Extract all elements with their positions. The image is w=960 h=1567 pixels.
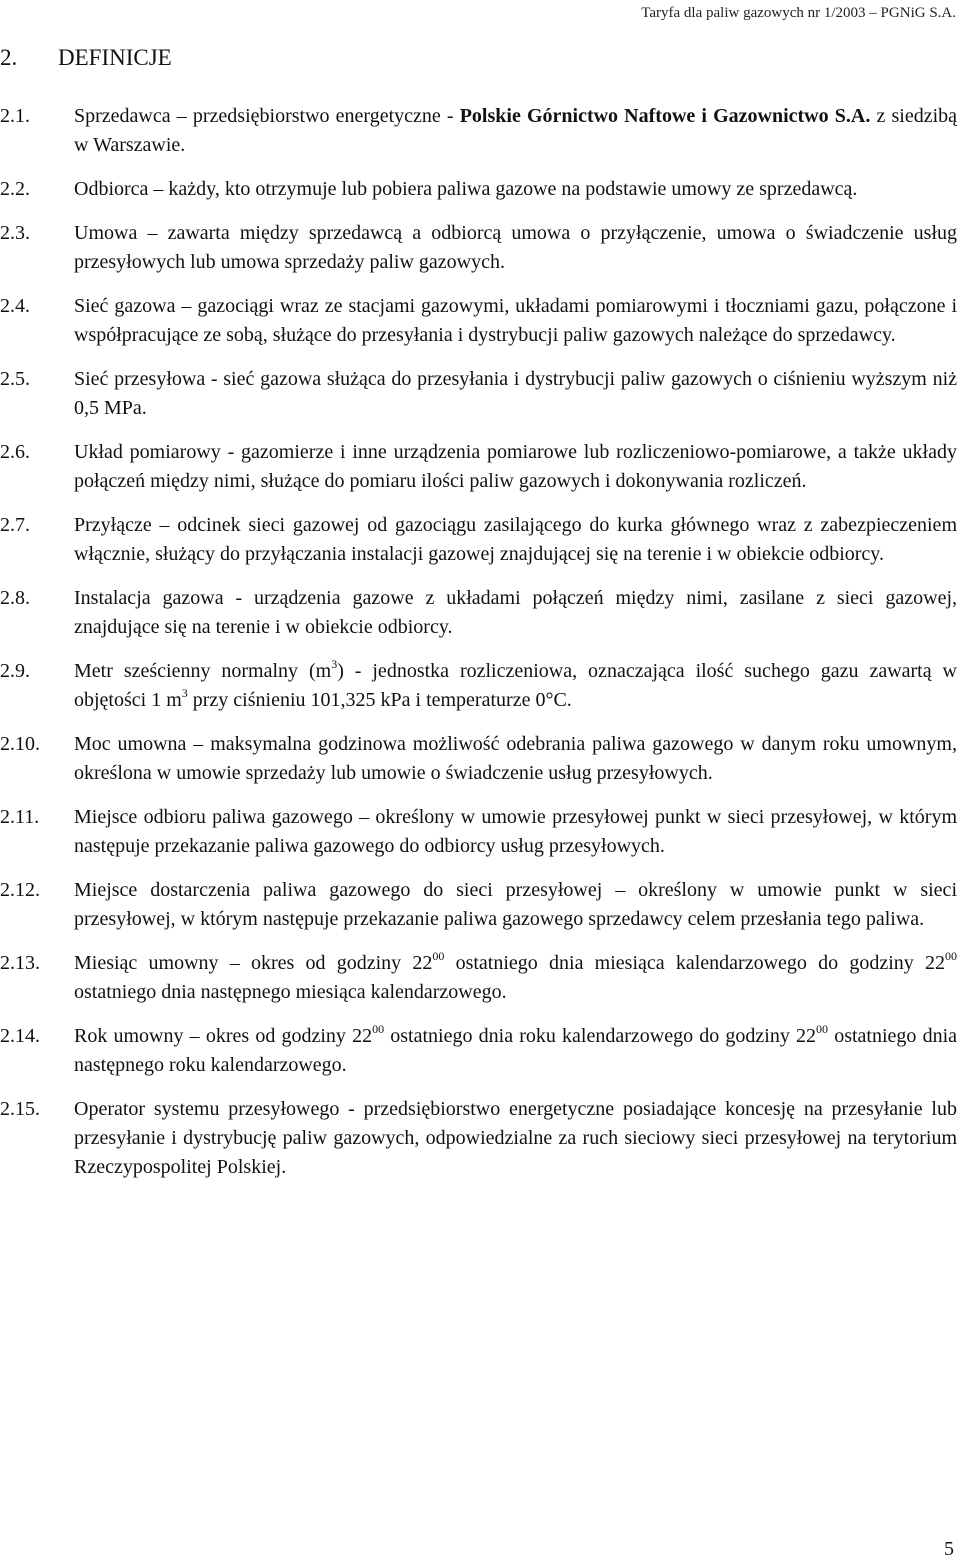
definition-item [0,1022,957,1080]
definition-item [0,175,957,204]
definition-text: przy ciśnieniu 101,325 kPa i temperaturze 0°C. [187,689,572,711]
page-number: 5 [944,1538,954,1560]
definition-number: 2.3. [0,222,30,244]
definition-number: 2.11. [0,806,40,828]
definition-item [0,803,957,861]
definition-text: Umowa – zawarta między sprzedawcą a odbiorcą umowa o przyłączenie, umowa o świadczenie usług przesyłowych lub umowa sprzedaży paliw gazowych. [74,222,957,273]
definition-item [0,730,957,788]
definition-text: Przyłącze – odcinek sieci gazowej od gazociągu zasilającego do kurka głównego wraz z zabezpieczeniem włącznie, służący do przyłączania instalacji gazowej znajdującej się na terenie i w obiekcie odbiorcy. [74,514,957,565]
definition-item [0,584,957,642]
definition-item [0,438,957,496]
definition-text: Sprzedawca – przedsiębiorstwo energetyczne - [74,105,460,127]
definition-text: Sieć gazowa – gazociągi wraz ze stacjami gazowymi, układami pomiarowymi i tłoczniami gazu, połączone i współpracujące ze sobą, służące do przesyłania i dystrybucji paliw gazowych należące do sprzedawcy. [74,295,957,346]
definition-number: 2.13. [0,952,40,974]
definition-text: Rok umowny – okres od godziny 22 [74,1025,373,1047]
definition-number: 2.5. [0,368,30,390]
definition-number: 2.6. [0,441,30,463]
definition-text: Układ pomiarowy - gazomierze i inne urządzenia pomiarowe lub rozliczeniowo-pomiarowe, a także układy połączeń między nimi, służące do pomiaru ilości paliw gazowych i dokonywania rozliczeń. [74,441,957,492]
definition-text: Operator systemu przesyłowego - przedsiębiorstwo energetyczne posiadające koncesję na przesyłanie lub przesyłanie i dystrybucję paliw gazowych, odpowiedzialne za ruch sieciowy sieci przesyłowej na terytorium Rzeczypospolitej Polskiej. [74,1098,957,1178]
definition-item [0,1095,957,1182]
definition-text: Miejsce odbioru paliwa gazowego – określony w umowie przesyłowej punkt w sieci przesyłowej, w którym następuje przekazanie paliwa gazowego do odbiorcy usług przesyłowych. [74,806,957,857]
superscript: 00 [432,949,445,963]
section-title-text: DEFINICJE [58,45,172,70]
definition-text: Metr sześcienny normalny (m [74,660,332,682]
definition-item [0,949,957,1007]
definition-text: ostatniego dnia roku kalendarzowego do godziny 22 [384,1025,817,1047]
definition-text: Miejsce dostarczenia paliwa gazowego do sieci przesyłowej – określony w umowie punkt w sieci przesyłowej, w którym następuje przekazanie paliwa gazowego sprzedawcy celem przesłania tego paliwa. [74,879,957,930]
superscript: 3 [331,657,338,671]
superscript: 00 [372,1022,385,1036]
definitions-list [0,102,957,1197]
definition-number: 2.9. [0,660,30,682]
definition-number: 2.8. [0,587,30,609]
definition-text: Odbiorca – każdy, kto otrzymuje lub pobiera paliwa gazowe na podstawie umowy ze sprzedawcą. [74,178,858,200]
section-number: 2. [0,45,18,70]
definition-text: Moc umowna – maksymalna godzinowa możliwość odebrania paliwa gazowego w danym roku umownym, określona w umowie sprzedaży lub umowie o świadczenie usług przesyłowych. [74,733,957,784]
definition-number: 2.15. [0,1098,40,1120]
definition-item [0,292,957,350]
superscript: 3 [181,686,188,700]
definition-number: 2.1. [0,105,30,127]
superscript: 00 [816,1022,829,1036]
definition-item [0,102,957,160]
definition-number: 2.10. [0,733,40,755]
definition-text: z siedzibą w Warszawie. [74,105,958,156]
definition-number: 2.7. [0,514,30,536]
definition-number: 2.4. [0,295,30,317]
definition-number: 2.2. [0,178,30,200]
definition-item [0,876,957,934]
definition-number: 2.12. [0,879,40,901]
definition-item [0,365,957,423]
definition-item [0,657,957,715]
definition-text: ) - jednostka rozliczeniowa, oznaczająca ilość suchego gazu zawartą w objętości 1 m [74,660,957,711]
section-title [0,45,172,71]
definition-text: Sieć przesyłowa - sieć gazowa służąca do przesyłania i dystrybucji paliw gazowych o ciśnieniu wyższym niż 0,5 MPa. [74,368,957,419]
definition-text: ostatniego dnia następnego miesiąca kalendarzowego. [74,981,507,1003]
definition-number: 2.14. [0,1025,40,1047]
definition-item [0,219,957,277]
definition-text: Instalacja gazowa - urządzenia gazowe z układami połączeń między nimi, zasilane z sieci gazowej, znajdujące się na terenie i w obiekcie odbiorcy. [74,587,957,638]
definition-item [0,511,957,569]
definition-text: ostatniego dnia następnego roku kalendarzowego. [74,1025,958,1076]
definition-text: Miesiąc umowny – okres od godziny 22 [74,952,433,974]
running-header: Taryfa dla paliw gazowych nr 1/2003 – PGNiG S.A. [641,5,956,21]
superscript: 00 [944,949,957,963]
definition-text: ostatniego dnia miesiąca kalendarzowego do godziny 22 [444,952,945,974]
definition-text: Polskie Górnictwo Naftowe i Gazownictwo S.A. [459,105,871,127]
